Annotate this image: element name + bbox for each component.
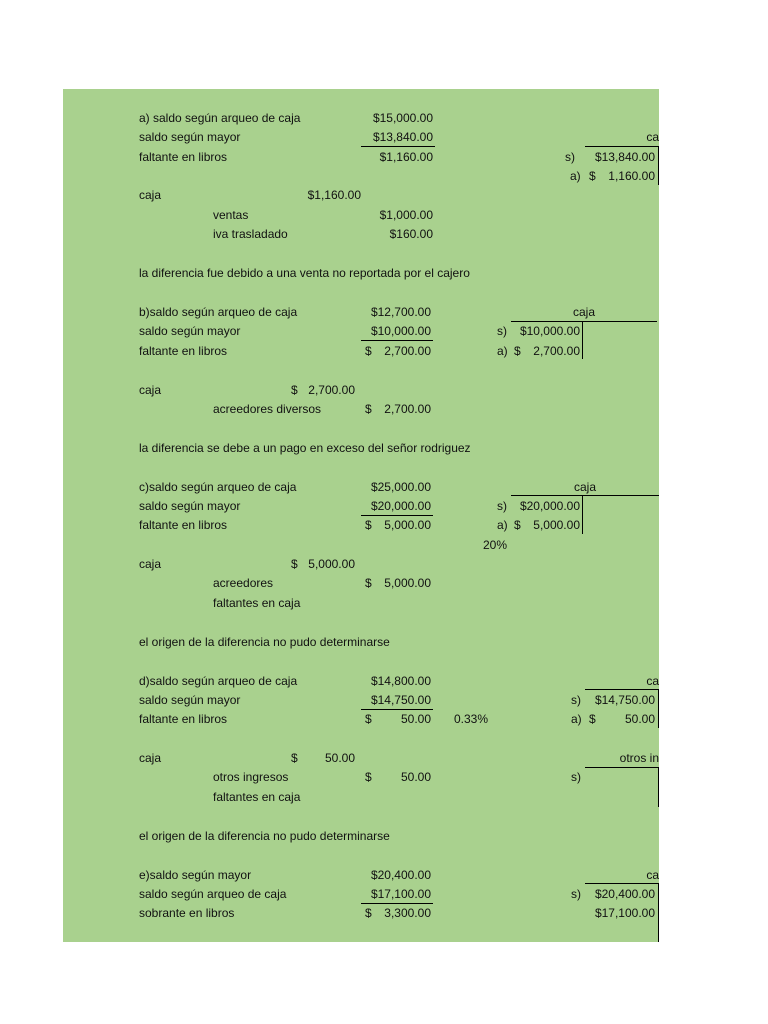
amount-cell: $13,840.00 bbox=[372, 130, 433, 144]
taccount-amount: $20,400.00 bbox=[594, 887, 655, 901]
explanation-note: la diferencia fue debido a una venta no reportada por el cajero bbox=[139, 266, 470, 280]
row-label: faltante en libros bbox=[139, 712, 228, 726]
journal-amount: $1,160.00 bbox=[307, 188, 361, 202]
taccount-divider bbox=[658, 689, 659, 728]
row-label: saldo según mayor bbox=[139, 499, 241, 513]
taccount-amount: $17,100.00 bbox=[594, 906, 655, 920]
journal-amount: 50.00 bbox=[400, 770, 431, 784]
taccount-amount: 5,000.00 bbox=[533, 518, 580, 532]
explanation-note: la diferencia se debe a un pago en exceso del señor rodriguez bbox=[139, 441, 471, 455]
currency-sign: $ bbox=[291, 557, 298, 571]
journal-amount: $160.00 bbox=[389, 227, 433, 241]
taccount-top-line bbox=[585, 146, 659, 147]
amount-cell: $12,700.00 bbox=[370, 305, 431, 319]
taccount-divider bbox=[582, 321, 583, 359]
journal-amount: $1,000.00 bbox=[379, 208, 433, 222]
percentage-cell: 0.33% bbox=[454, 712, 489, 726]
amount-cell: $14,750.00 bbox=[370, 693, 431, 707]
taccount-amount: $13,840.00 bbox=[594, 150, 655, 164]
taccount-top-line bbox=[585, 767, 659, 768]
row-label: sobrante en libros bbox=[139, 906, 235, 920]
taccount-mark: a) bbox=[497, 344, 508, 358]
currency-sign: $ bbox=[589, 169, 596, 183]
row-label: saldo según mayor bbox=[139, 324, 241, 338]
percentage-cell: 20% bbox=[483, 538, 508, 552]
taccount-mark: s) bbox=[571, 693, 581, 707]
row-label: b)saldo según arqueo de caja bbox=[139, 305, 298, 319]
taccount-top-line bbox=[511, 321, 657, 322]
currency-sign: $ bbox=[291, 751, 298, 765]
amount-cell: $20,000.00 bbox=[370, 499, 431, 513]
taccount-amount: $10,000.00 bbox=[519, 324, 580, 338]
taccount-mark: a) bbox=[571, 712, 582, 726]
amount-cell: $25,000.00 bbox=[370, 480, 431, 494]
row-label: d)saldo según arqueo de caja bbox=[139, 674, 298, 688]
row-label: saldo según mayor bbox=[139, 693, 241, 707]
subtotal-line bbox=[361, 903, 433, 904]
amount-cell: 5,000.00 bbox=[384, 518, 431, 532]
journal-account: faltantes en caja bbox=[213, 790, 301, 804]
taccount-title: ca bbox=[646, 130, 659, 144]
currency-sign: $ bbox=[365, 712, 372, 726]
amount-cell: 3,300.00 bbox=[384, 906, 431, 920]
amount-cell: $1,160.00 bbox=[379, 150, 433, 164]
journal-account: caja bbox=[139, 383, 162, 397]
amount-cell: $10,000.00 bbox=[370, 324, 431, 338]
subtotal-line bbox=[361, 146, 435, 147]
journal-amount: 50.00 bbox=[324, 751, 355, 765]
taccount-title: caja bbox=[572, 305, 595, 319]
taccount-mark: a) bbox=[570, 169, 581, 183]
taccount-amount: $14,750.00 bbox=[594, 693, 655, 707]
taccount-divider bbox=[658, 883, 659, 942]
taccount-divider bbox=[658, 146, 659, 185]
row-label: a) saldo según arqueo de caja bbox=[139, 111, 301, 125]
currency-sign: $ bbox=[365, 518, 372, 532]
taccount-divider bbox=[582, 495, 583, 534]
taccount-amount: 1,160.00 bbox=[608, 169, 655, 183]
subtotal-line bbox=[361, 340, 433, 341]
journal-account: caja bbox=[139, 557, 162, 571]
currency-sign: $ bbox=[514, 518, 521, 532]
row-label: saldo según mayor bbox=[139, 130, 241, 144]
amount-cell: 2,700.00 bbox=[384, 344, 431, 358]
journal-account: otros ingresos bbox=[213, 770, 289, 784]
journal-amount: 5,000.00 bbox=[308, 557, 355, 571]
currency-sign: $ bbox=[514, 344, 521, 358]
taccount-title: caja bbox=[573, 480, 596, 494]
row-label: faltante en libros bbox=[139, 518, 228, 532]
journal-amount: 2,700.00 bbox=[384, 402, 431, 416]
taccount-mark: s) bbox=[565, 150, 575, 164]
taccount-amount: 50.00 bbox=[624, 712, 655, 726]
currency-sign: $ bbox=[291, 383, 298, 397]
journal-account: caja bbox=[139, 188, 162, 202]
row-label: e)saldo según mayor bbox=[139, 868, 252, 882]
row-label: faltante en libros bbox=[139, 150, 228, 164]
currency-sign: $ bbox=[365, 402, 372, 416]
journal-account: ventas bbox=[213, 208, 249, 222]
journal-amount: 5,000.00 bbox=[384, 576, 431, 590]
journal-account: acreedores bbox=[213, 576, 274, 590]
taccount-mark: a) bbox=[497, 518, 508, 532]
subtotal-line bbox=[361, 515, 433, 516]
taccount-mark: s) bbox=[571, 770, 581, 784]
amount-cell: 50.00 bbox=[400, 712, 431, 726]
journal-account: faltantes en caja bbox=[213, 596, 301, 610]
taccount-top-line bbox=[585, 689, 659, 690]
currency-sign: $ bbox=[365, 576, 372, 590]
taccount-amount: $20,000.00 bbox=[519, 499, 580, 513]
row-label: faltante en libros bbox=[139, 344, 228, 358]
taccount-divider bbox=[658, 767, 659, 807]
row-label: saldo según arqueo de caja bbox=[139, 887, 287, 901]
amount-cell: $20,400.00 bbox=[370, 868, 431, 882]
amount-cell: $17,100.00 bbox=[370, 887, 431, 901]
taccount-top-line bbox=[585, 883, 659, 884]
taccount-mark: s) bbox=[571, 887, 581, 901]
taccount-mark: s) bbox=[497, 499, 507, 513]
taccount-mark: s) bbox=[497, 324, 507, 338]
amount-cell: $14,800.00 bbox=[370, 674, 431, 688]
taccount-top-line bbox=[511, 495, 659, 496]
currency-sign: $ bbox=[365, 906, 372, 920]
journal-account: acreedores diversos bbox=[213, 402, 322, 416]
explanation-note: el origen de la diferencia no pudo determinarse bbox=[139, 635, 390, 649]
journal-account: iva trasladado bbox=[213, 227, 288, 241]
currency-sign: $ bbox=[365, 344, 372, 358]
currency-sign: $ bbox=[589, 712, 596, 726]
spreadsheet-area bbox=[63, 89, 659, 942]
taccount-title: otros in bbox=[619, 751, 659, 765]
subtotal-line bbox=[361, 709, 433, 710]
amount-cell: $15,000.00 bbox=[372, 111, 433, 125]
taccount-amount: 2,700.00 bbox=[533, 344, 580, 358]
taccount-title: ca bbox=[646, 868, 659, 882]
journal-amount: 2,700.00 bbox=[308, 383, 355, 397]
currency-sign: $ bbox=[365, 770, 372, 784]
row-label: c)saldo según arqueo de caja bbox=[139, 480, 297, 494]
taccount-title: ca bbox=[646, 674, 659, 688]
journal-account: caja bbox=[139, 751, 162, 765]
explanation-note: el origen de la diferencia no pudo determinarse bbox=[139, 829, 390, 843]
